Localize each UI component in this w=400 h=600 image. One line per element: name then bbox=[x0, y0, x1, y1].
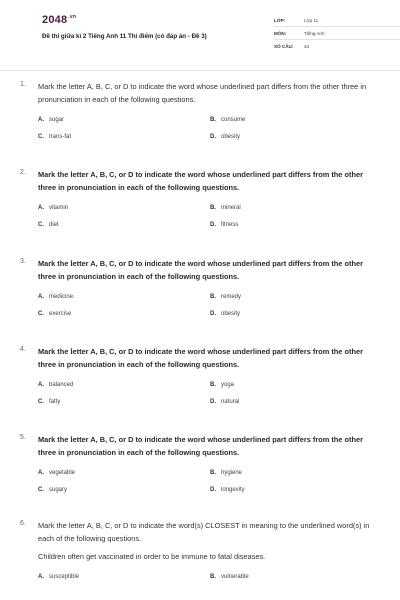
option-a[interactable] bbox=[38, 574, 210, 580]
option-letter: C. bbox=[38, 222, 44, 228]
answer-options bbox=[38, 117, 380, 140]
answer-options bbox=[38, 382, 380, 405]
option-c[interactable] bbox=[38, 399, 210, 405]
question-4 bbox=[20, 345, 380, 433]
question-sentence: Children often get vaccinated in order to be immune to fatal diseases. bbox=[38, 552, 266, 561]
option-d[interactable] bbox=[210, 399, 382, 405]
option-text: mineral bbox=[221, 205, 241, 211]
option-letter: D. bbox=[210, 222, 216, 228]
option-letter: A. bbox=[38, 382, 44, 388]
option-a[interactable] bbox=[38, 470, 210, 476]
meta-key: LỚP: bbox=[274, 17, 286, 23]
question-text: Mark the letter A, B, C, or D to indicate the word whose underlined part differs from the other three in pronunciation in each of the following questions. bbox=[38, 347, 363, 369]
option-b[interactable] bbox=[210, 382, 382, 388]
option-text: vitamin bbox=[49, 205, 69, 211]
question-number: 6. bbox=[20, 520, 26, 527]
answer-options bbox=[38, 574, 380, 580]
option-d[interactable] bbox=[210, 222, 382, 228]
option-letter: A. bbox=[38, 574, 44, 580]
site-logo[interactable] bbox=[42, 14, 76, 26]
page-header bbox=[22, 0, 378, 62]
question-6 bbox=[20, 519, 380, 580]
option-text: diet bbox=[49, 222, 59, 228]
option-b[interactable] bbox=[210, 294, 382, 300]
option-letter: B. bbox=[210, 117, 216, 123]
option-text: yoga bbox=[221, 382, 235, 388]
option-c[interactable] bbox=[38, 487, 210, 493]
meta-value: Lớp 11 bbox=[304, 17, 319, 23]
option-c[interactable] bbox=[38, 311, 210, 317]
option-letter: B. bbox=[210, 294, 216, 300]
question-number: 3. bbox=[20, 258, 26, 265]
meta-row-class bbox=[274, 14, 400, 27]
option-letter: A. bbox=[38, 205, 44, 211]
option-a[interactable] bbox=[38, 117, 210, 123]
meta-key: SỐ CÂU: bbox=[274, 44, 294, 49]
option-text: obesity bbox=[221, 311, 241, 317]
option-letter: C. bbox=[38, 134, 44, 140]
question-number: 1. bbox=[20, 81, 26, 88]
option-text: sugar bbox=[49, 117, 65, 123]
option-b[interactable] bbox=[210, 205, 382, 211]
option-a[interactable] bbox=[38, 382, 210, 388]
option-letter: D. bbox=[210, 487, 216, 493]
option-letter: B. bbox=[210, 470, 216, 476]
option-a[interactable] bbox=[38, 294, 210, 300]
meta-row-subject bbox=[274, 27, 400, 40]
document-title: Đề thi giữa kì 2 Tiếng Anh 11 Thí điểm (có đáp án - Đề 3) bbox=[42, 33, 207, 40]
option-text: obesity bbox=[221, 134, 241, 140]
option-letter: A. bbox=[38, 117, 44, 123]
option-text: remedy bbox=[221, 294, 242, 300]
option-text: medicine. bbox=[49, 294, 75, 300]
option-d[interactable] bbox=[210, 487, 382, 493]
question-text: Mark the letter A, B, C, or D to indicate the word(s) CLOSEST in meaning to the underlined word(s) in each of the following questions. bbox=[38, 521, 370, 543]
option-letter: B. bbox=[210, 574, 216, 580]
option-letter: C. bbox=[38, 487, 44, 493]
meta-key: MÔN: bbox=[274, 30, 287, 36]
answer-options bbox=[38, 205, 380, 228]
option-a[interactable] bbox=[38, 205, 210, 211]
option-text: longevity bbox=[221, 487, 245, 493]
question-5 bbox=[20, 433, 380, 519]
header-divider bbox=[0, 70, 400, 71]
question-number: 4. bbox=[20, 346, 26, 353]
option-b[interactable] bbox=[210, 117, 382, 123]
question-number: 5. bbox=[20, 434, 26, 441]
option-letter: A. bbox=[38, 294, 44, 300]
question-2 bbox=[20, 168, 380, 257]
question-1 bbox=[20, 80, 380, 168]
meta-value: 34 bbox=[304, 44, 310, 49]
option-b[interactable] bbox=[210, 470, 382, 476]
exam-meta-table bbox=[274, 14, 400, 53]
meta-row-count bbox=[274, 40, 400, 53]
option-text: balanced bbox=[49, 382, 74, 388]
option-letter: C. bbox=[38, 399, 44, 405]
question-number: 2. bbox=[20, 169, 26, 176]
option-letter: B. bbox=[210, 382, 216, 388]
option-letter: C. bbox=[38, 311, 44, 317]
question-text: Mark the letter A, B, C, or D to indicate the word whose underlined part differs from the other three in pronunciation in each of the following questions. bbox=[38, 259, 363, 281]
option-text: hygiene bbox=[221, 470, 243, 476]
option-c[interactable] bbox=[38, 134, 210, 140]
option-text: vulnerable bbox=[221, 574, 249, 580]
answer-options bbox=[38, 470, 380, 493]
option-letter: D. bbox=[210, 399, 216, 405]
option-text: natural bbox=[221, 399, 240, 405]
option-text: fitness bbox=[221, 222, 239, 228]
logo-text: 2048 bbox=[42, 14, 68, 26]
option-text: sugary bbox=[49, 487, 68, 493]
question-text: Mark the letter A, B, C, or D to indicate the word whose underlined part differs from the other three in pronunciation in each of the following questions. bbox=[38, 82, 367, 104]
option-text: consume bbox=[221, 117, 246, 123]
option-text: susceptible bbox=[49, 574, 80, 580]
question-text: Mark the letter A, B, C, or D to indicate the word whose underlined part differs from the other three in pronunciation in each of the following questions. bbox=[38, 170, 363, 192]
question-text: Mark the letter A, B, C, or D to indicate the word whose underlined part differs from the other three in pronunciation in each of the following questions. bbox=[38, 435, 363, 457]
question-list bbox=[20, 80, 380, 580]
meta-value: Tiếng Anh bbox=[304, 30, 325, 36]
option-d[interactable] bbox=[210, 134, 382, 140]
option-text: vegetable bbox=[49, 470, 76, 476]
option-b[interactable] bbox=[210, 574, 382, 580]
option-letter: A. bbox=[38, 470, 44, 476]
option-letter: D. bbox=[210, 311, 216, 317]
option-d[interactable] bbox=[210, 311, 382, 317]
question-3 bbox=[20, 257, 380, 345]
answer-options bbox=[38, 294, 380, 317]
logo-suffix: .vn bbox=[68, 14, 77, 21]
option-text: fatty bbox=[49, 399, 61, 405]
option-text: exercise bbox=[49, 311, 72, 317]
option-text: trans-fat bbox=[49, 134, 72, 140]
option-letter: D. bbox=[210, 134, 216, 140]
option-c[interactable] bbox=[38, 222, 210, 228]
option-letter: B. bbox=[210, 205, 216, 211]
